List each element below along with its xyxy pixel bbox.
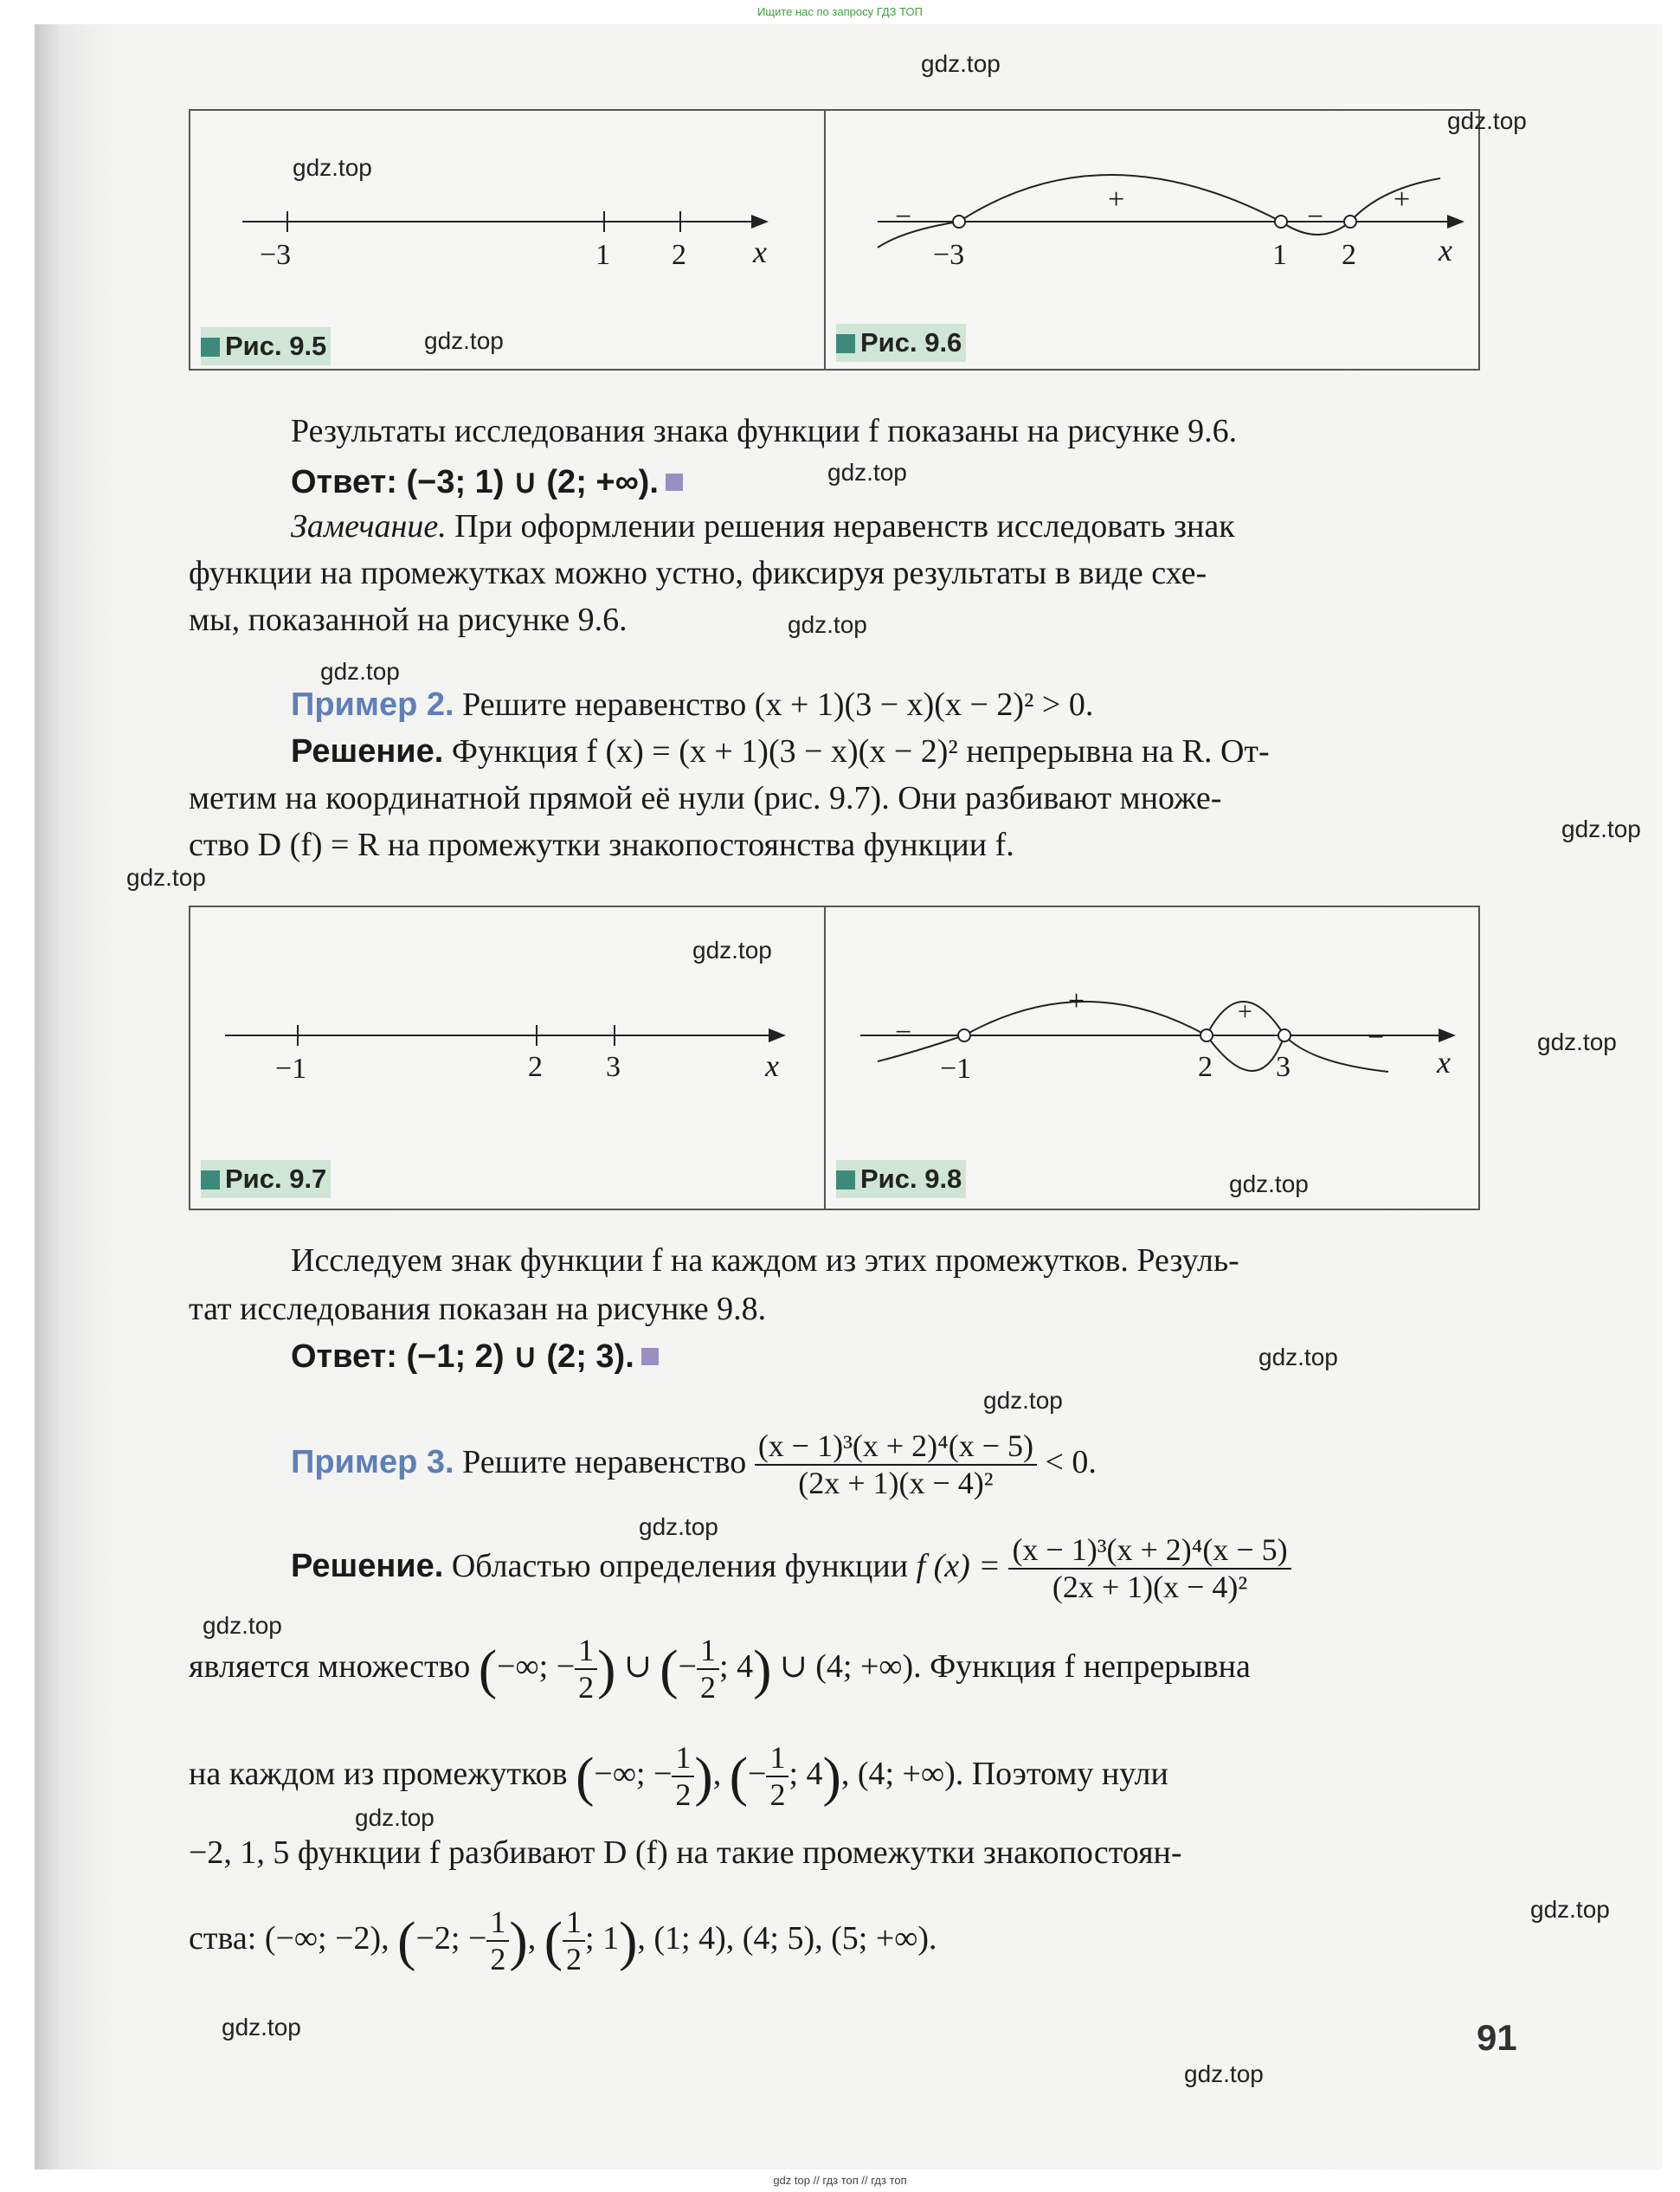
caption-marker-icon xyxy=(836,334,855,353)
end-marker-icon xyxy=(666,474,683,491)
tick-label: 1 xyxy=(595,239,610,271)
page-number: 91 xyxy=(1477,2017,1517,2058)
watermark: gdz.top xyxy=(1229,1170,1309,1197)
watermark: gdz.top xyxy=(788,611,867,638)
tick-label: −3 xyxy=(260,239,292,271)
figure-9-8 xyxy=(824,906,1480,1210)
paragraph-line: Исследуем знак функции f на каждом из этих промежутков. Резуль- xyxy=(291,1242,1239,1279)
watermark: gdz.top xyxy=(424,327,504,354)
tick-label: 3 xyxy=(606,1051,621,1083)
watermark: gdz.top xyxy=(222,2014,301,2040)
paragraph-line: Результаты исследования знака функции f показаны на рисунке 9.6. xyxy=(291,413,1238,449)
figure-9-5 xyxy=(189,109,826,371)
axis-label: x xyxy=(753,235,767,269)
tick-label: −3 xyxy=(933,239,965,271)
watermark: gdz.top xyxy=(1184,2060,1264,2087)
figure-caption: Рис. 9.7 xyxy=(201,1164,326,1195)
intervals-line: на каждом из промежутков (−∞; − $\frac{1}{2}$ ), (− $\frac{1}{2}$ ; 4), (4; +∞). Поэтому нули xyxy=(189,1740,1168,1813)
watermark: gdz.top xyxy=(320,658,400,685)
inequality-fraction: $\frac{\text{(x − 1)³(x + 2)⁴(x − 5)}}{\text{(2x + 1)(x − 4)²}}$ xyxy=(755,1428,1037,1502)
axis-label: x xyxy=(1437,1045,1451,1080)
end-marker-icon xyxy=(641,1348,659,1365)
tick-label: 2 xyxy=(672,239,686,271)
answer-line: Ответ: (−1; 2) ∪ (2; 3). xyxy=(291,1337,659,1376)
remark-line: Замечание. При оформлении решения неравенств исследовать знак xyxy=(291,508,1235,545)
watermark: gdz.top xyxy=(1258,1344,1338,1370)
sign-label: + xyxy=(1394,184,1411,216)
watermark: gdz.top xyxy=(203,1612,282,1639)
paragraph-line: тат исследования показан на рисунке 9.8. xyxy=(189,1291,767,1327)
sign-label: − xyxy=(1368,1022,1385,1054)
watermark: gdz.top xyxy=(1561,816,1641,842)
sign-label: − xyxy=(1307,201,1324,233)
sign-label: − xyxy=(895,1016,912,1048)
axis-label: x xyxy=(765,1048,779,1083)
example-3-line: Пример 3. Решите неравенство $\frac{\text{(x − 1)³(x + 2)⁴(x − 5)}}{\text{(2x + 1)(x − 4)²}}$ < 0. xyxy=(291,1428,1097,1501)
function-fraction: $\frac{\text{(x − 1)³(x + 2)⁴(x − 5)}}{\text{(2x + 1)(x − 4)²}}$ xyxy=(1008,1532,1291,1606)
header-note: Ищите нас по запросу ГДЗ ТОП xyxy=(757,5,923,18)
watermark: gdz.top xyxy=(827,459,907,486)
sign-label: − xyxy=(895,201,912,233)
sign-label: + xyxy=(1238,997,1252,1026)
footer-note: gdz top // гдз топ // гдз топ xyxy=(773,2174,907,2187)
tick-label: 1 xyxy=(1272,239,1287,271)
tick-label: 3 xyxy=(1276,1051,1291,1083)
tick-label: 2 xyxy=(1198,1051,1213,1083)
tick-label: 2 xyxy=(1342,239,1356,271)
example-2-line: Пример 2. Решите неравенство (x + 1)(3 − x)(x − 2)² > 0. xyxy=(291,687,1094,723)
answer-line: Ответ: (−3; 1) ∪ (2; +∞). xyxy=(291,462,683,501)
watermark: gdz.top xyxy=(355,1804,434,1831)
sign-label: + xyxy=(1068,985,1085,1017)
watermark: gdz.top xyxy=(983,1387,1063,1414)
watermark: gdz.top xyxy=(126,864,206,891)
paragraph-line: ство D (f) = R на промежутки знакопостоянства функции f. xyxy=(189,827,1014,863)
figure-caption: Рис. 9.5 xyxy=(201,331,326,362)
watermark: gdz.top xyxy=(1530,1896,1610,1923)
tick-label: 2 xyxy=(528,1051,543,1083)
figure-9-6 xyxy=(824,109,1480,371)
watermark: gdz.top xyxy=(1447,107,1527,134)
axis-label: x xyxy=(1439,233,1452,268)
paragraph-line: −2, 1, 5 функции f разбивают D (f) на такие промежутки знакопостоян- xyxy=(189,1834,1182,1871)
watermark: gdz.top xyxy=(921,50,1001,77)
sign-label: + xyxy=(1108,184,1125,216)
domain-line: является множество (−∞; − $\frac{1}{2}$ ) ∪ (− $\frac{1}{2}$ ; 4) ∪ (4; +∞). Функция f непрерывна xyxy=(189,1633,1251,1705)
solution-line: Решение. Функция f (x) = (x + 1)(3 − x)(x − 2)² непрерывна на R. От- xyxy=(291,733,1270,770)
paragraph-line: мы, показанной на рисунке 9.6. xyxy=(189,602,628,638)
caption-marker-icon xyxy=(836,1170,855,1189)
solution-line: Решение. Областью определения функции f (x) = $\frac{\text{(x − 1)³(x + 2)⁴(x − 5)}}{\text{(2x + 1)(x − 4)²}}$ xyxy=(291,1532,1291,1606)
watermark: gdz.top xyxy=(639,1513,718,1540)
tick-label: −1 xyxy=(940,1053,972,1085)
caption-marker-icon xyxy=(201,338,220,357)
caption-marker-icon xyxy=(201,1170,220,1189)
watermark: gdz.top xyxy=(1537,1028,1617,1055)
watermark: gdz.top xyxy=(293,154,372,181)
intervals-line: ства: (−∞; −2), (−2; − $\frac{1}{2}$ ), ( $\frac{1}{2}$ ; 1), (1; 4), (4; 5), (5; +∞). xyxy=(189,1905,937,1977)
paragraph-line: функции на промежутках можно устно, фиксируя результаты в виде схе- xyxy=(189,555,1207,591)
tick-label: −1 xyxy=(275,1053,307,1085)
watermark: gdz.top xyxy=(692,937,772,964)
figure-caption: Рис. 9.6 xyxy=(836,327,962,358)
paragraph-line: метим на координатной прямой её нули (рис. 9.7). Они разбивают множе- xyxy=(189,780,1222,816)
figure-caption: Рис. 9.8 xyxy=(836,1164,962,1195)
